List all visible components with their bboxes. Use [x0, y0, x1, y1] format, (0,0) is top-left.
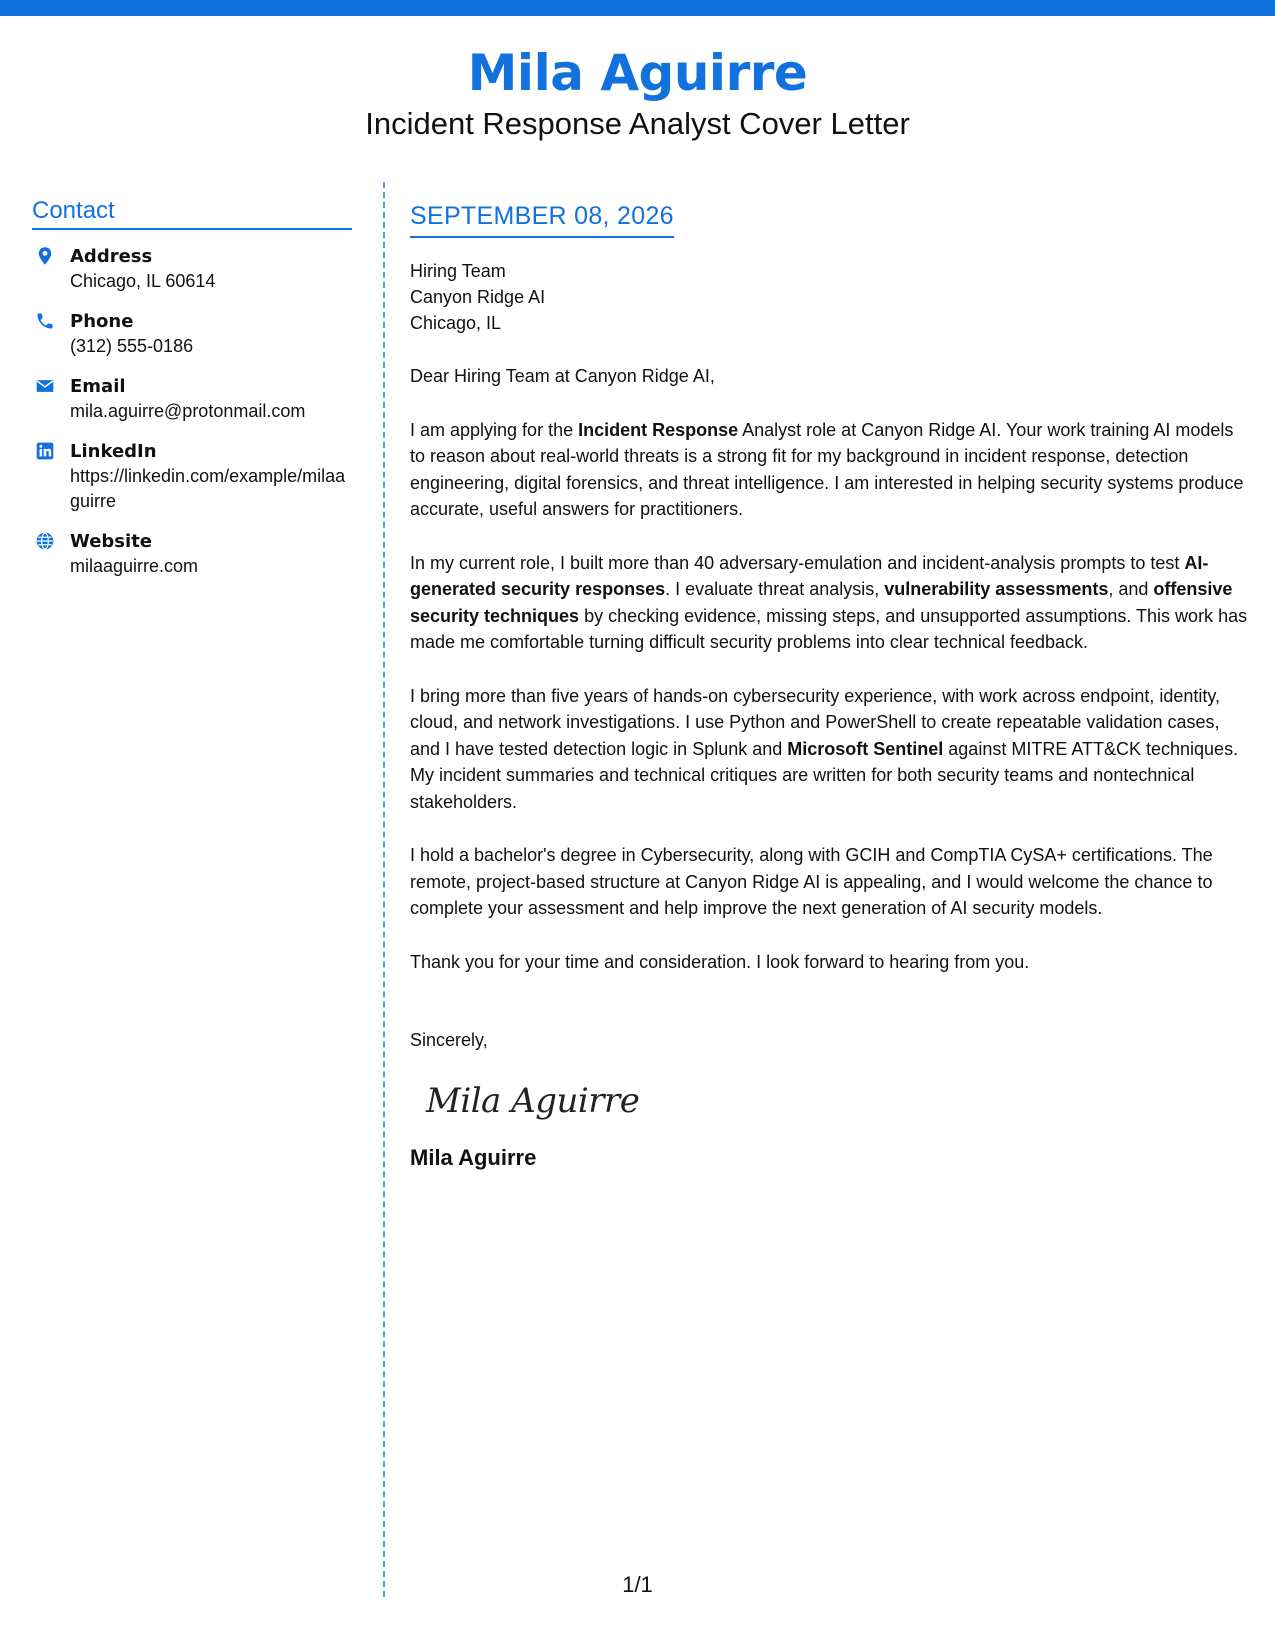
signer-name: Mila Aguirre — [410, 1145, 537, 1170]
emphasis-text: Incident Response — [578, 419, 739, 440]
emphasis-text: vulnerability assessments — [884, 579, 1109, 599]
body-paragraph — [410, 417, 1250, 523]
paragraph-text: I bring more than five years of hands-on cybersecurity experience, with work across endpoint, identity, cloud, and network investigations. I use Python and PowerShell to create repeatable validation cases, and I have tested detection logic in Splunk and — [410, 685, 1221, 759]
contact-label: Website — [70, 531, 153, 552]
contact-linkedin — [32, 439, 352, 514]
recipient-line: Hiring Team — [410, 261, 506, 281]
body-paragraph — [410, 842, 1250, 922]
contact-website — [32, 529, 352, 579]
date-block — [410, 200, 674, 238]
recipient-block — [410, 258, 1250, 336]
letter-body — [410, 200, 1250, 1173]
emphasis-text: Microsoft Sentinel — [787, 738, 944, 759]
paragraph-text: . I evaluate threat analysis, — [665, 579, 885, 599]
email-value[interactable]: mila.aguirre@protonmail.com — [70, 401, 306, 421]
emphasis-text: offensive security techniques — [410, 579, 1233, 626]
applicant-name: Mila Aguirre — [467, 44, 808, 102]
location-pin-icon — [32, 244, 70, 266]
page-number: 1/1 — [622, 1572, 653, 1597]
contact-email — [32, 374, 352, 424]
paragraph-text: Analyst role at Canyon Ridge AI. Your work training AI models to reason about real-world threats is a strong fit for my background in incident response, detection engineering, digital forensics, and threat intelligence. I am interested in helping security systems produce accurate, useful answers for practitioners. — [410, 419, 1244, 519]
linkedin-value[interactable]: https://linkedin.com/example/milaaguirre — [70, 466, 346, 511]
address-value: Chicago, IL 60614 — [70, 271, 216, 291]
paragraph-text: In my current role, I built more than 40 adversary-emulation and incident-analysis prompts to test — [410, 552, 1185, 573]
paragraph-text: by checking evidence, missing steps, and unsupported assumptions. This work has made me comfortable turning difficult security problems into clear technical feedback. — [410, 605, 1248, 652]
contact-label: Address — [70, 246, 153, 267]
salutation: Dear Hiring Team at Canyon Ridge AI, — [410, 366, 715, 386]
body-paragraph — [410, 949, 1250, 976]
document-subtitle: Incident Response Analyst Cover Letter — [365, 106, 910, 141]
body-paragraph — [410, 683, 1250, 816]
contact-phone — [32, 309, 352, 359]
phone-value: (312) 555-0186 — [70, 336, 194, 356]
contact-sidebar — [32, 196, 352, 594]
body-paragraph — [410, 550, 1250, 656]
emphasis-text: AI-generated security responses — [410, 552, 1209, 599]
paragraph-text: I am applying for the — [410, 419, 579, 440]
paragraph-text: Thank you for your time and consideration. I look forward to hearing from you. — [410, 951, 1030, 972]
handwritten-signature: Mila Aguirre — [426, 1081, 640, 1121]
paragraph-text: against MITRE ATT&CK techniques. My incident summaries and technical critiques are written for both security teams and nontechnical stakeholders. — [410, 738, 1239, 812]
recipient-line: Chicago, IL — [410, 313, 502, 333]
recipient-line: Canyon Ridge AI — [410, 287, 546, 307]
email-icon — [32, 374, 70, 396]
contact-label: Email — [70, 376, 126, 397]
globe-icon — [32, 529, 70, 551]
contact-heading: Contact — [32, 196, 352, 230]
contact-label: Phone — [70, 311, 134, 332]
paragraph-text: , and — [1108, 579, 1154, 599]
paragraph-text: I hold a bachelor's degree in Cybersecurity, along with GCIH and CompTIA CySA+ certifications. The remote, project-based structure at Canyon Ridge AI is appealing, and I would welcome the chance to complete your assessment and help improve the next generation of AI security models. — [410, 845, 1213, 918]
letter-header — [0, 40, 1275, 144]
top-accent-bar — [0, 0, 1275, 16]
website-value[interactable]: milaaguirre.com — [70, 556, 199, 576]
linkedin-icon — [32, 439, 70, 461]
letter-date: SEPTEMBER 08, 2026 — [410, 202, 674, 230]
phone-icon — [32, 309, 70, 331]
contact-label: LinkedIn — [70, 441, 157, 462]
contact-address — [32, 244, 352, 294]
closing: Sincerely, — [410, 1030, 488, 1050]
column-divider — [383, 182, 385, 1597]
